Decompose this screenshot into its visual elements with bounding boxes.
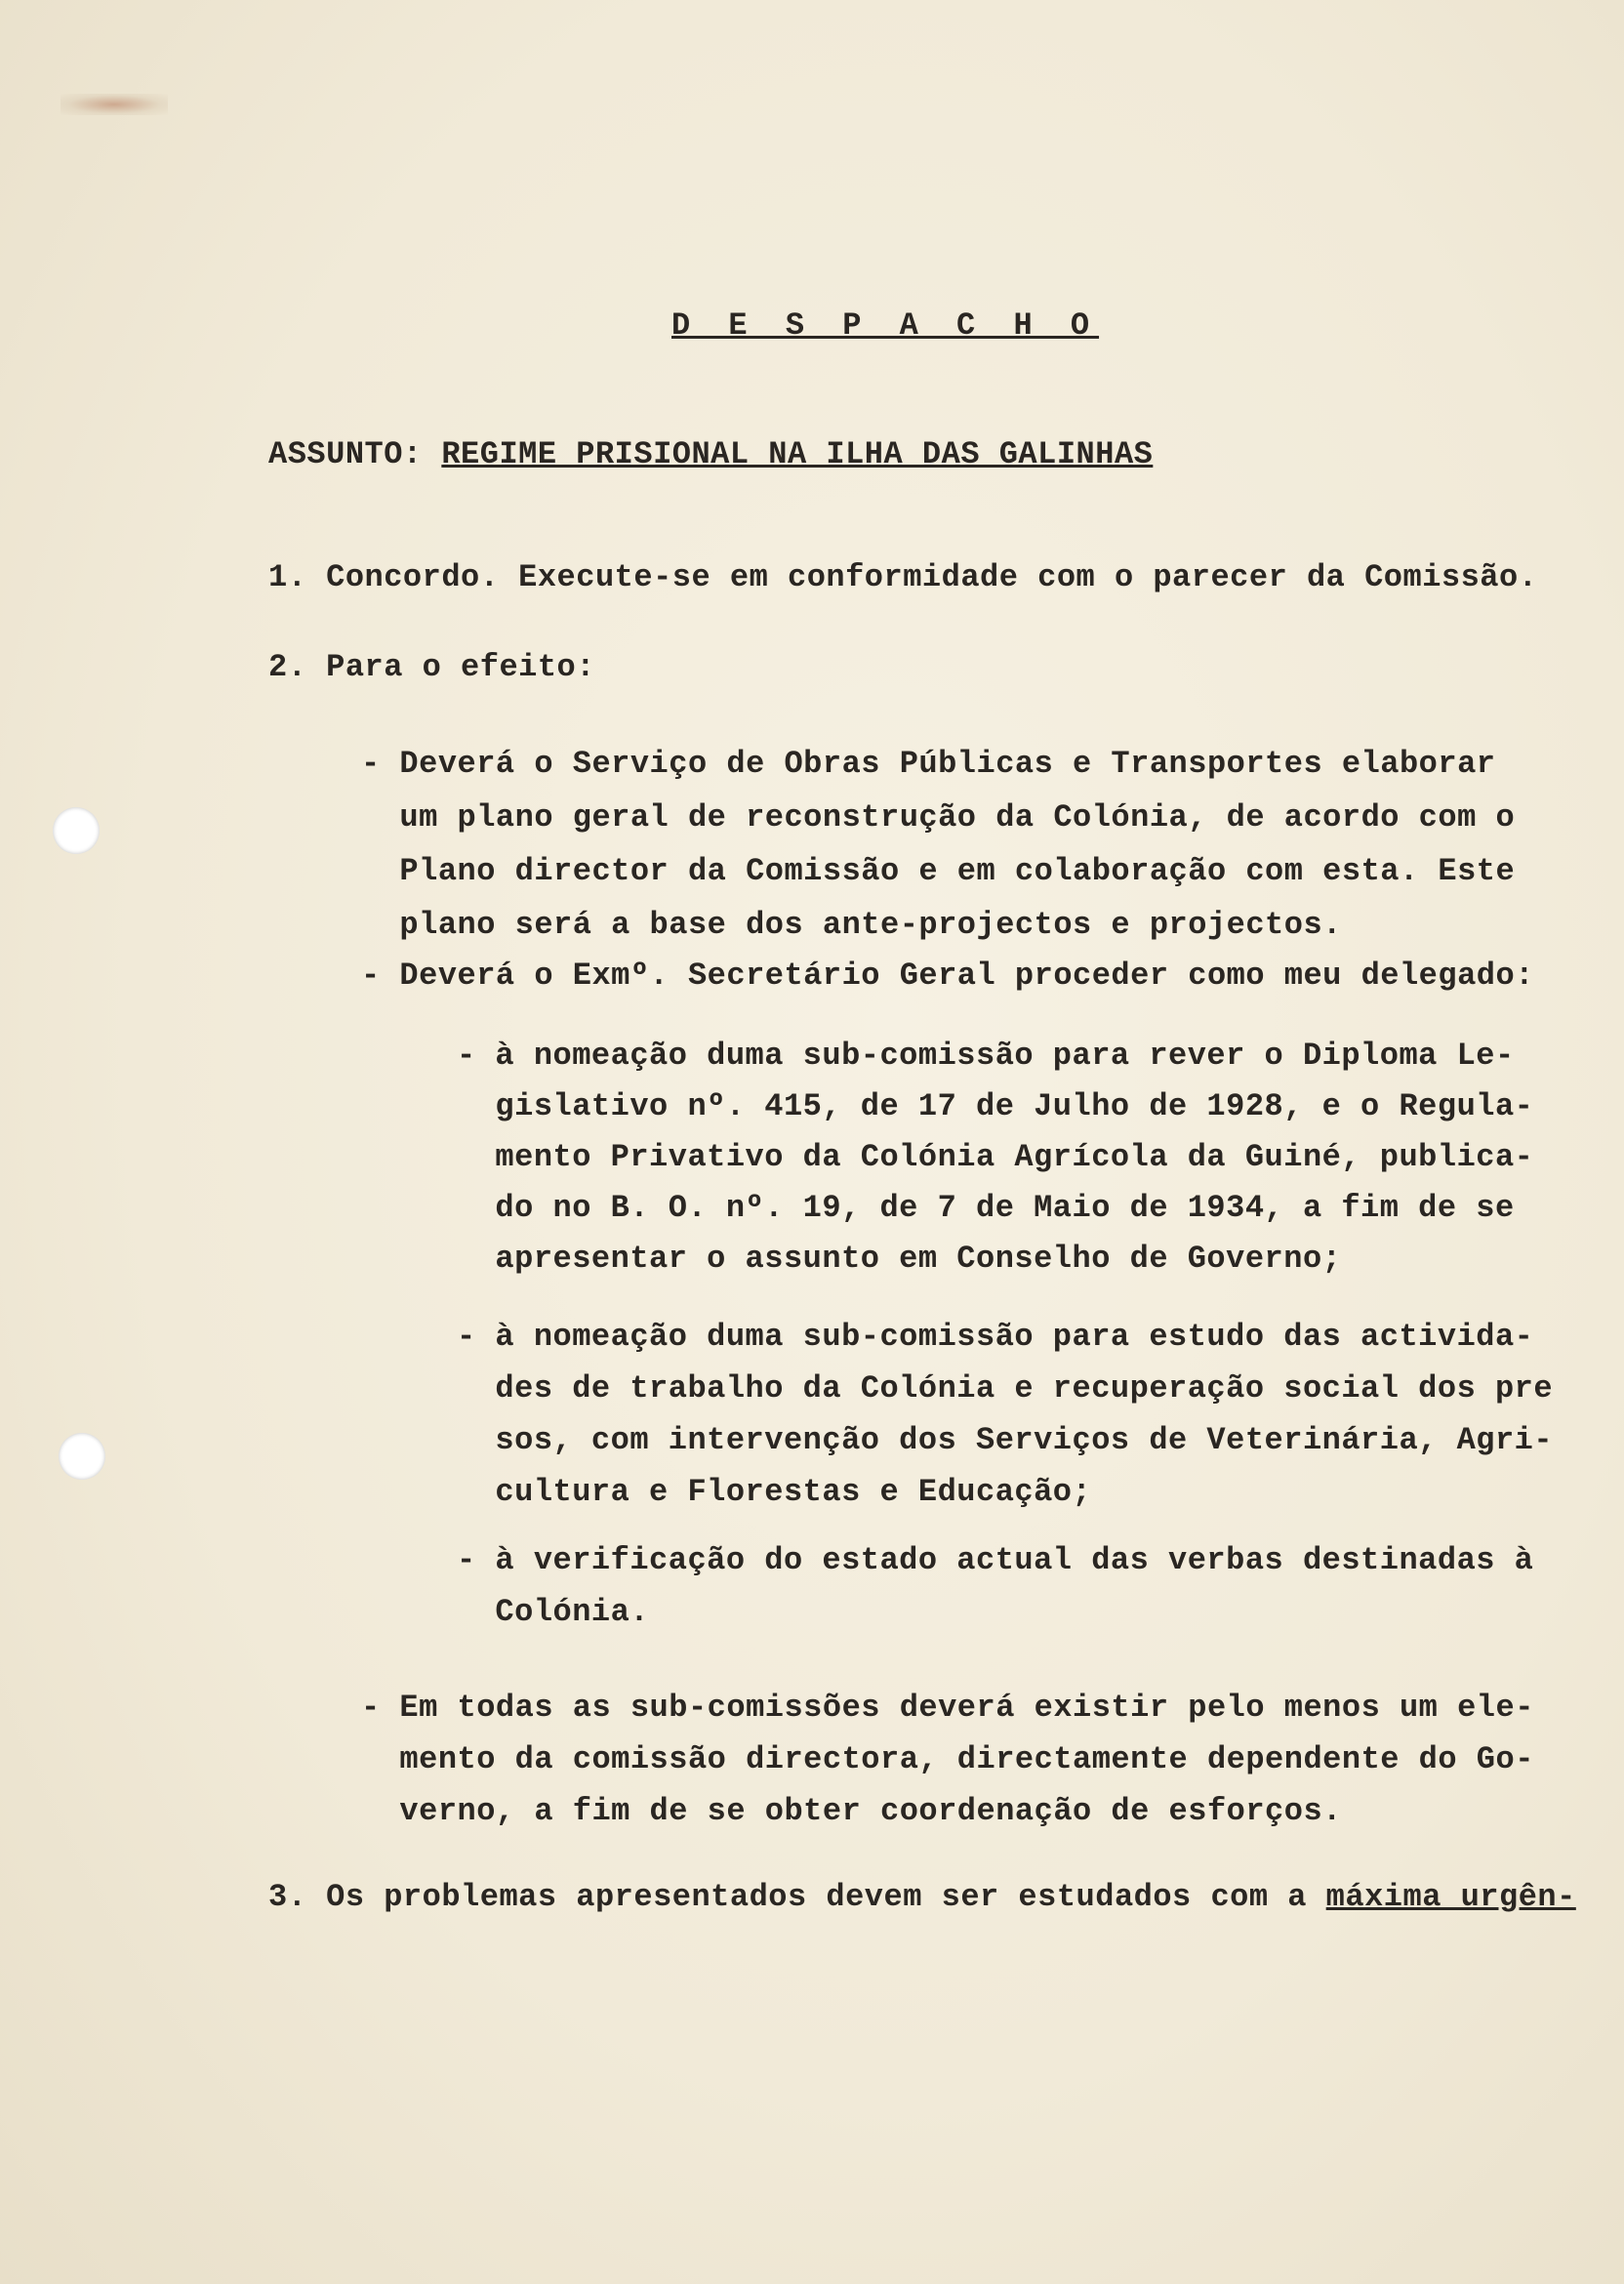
text-line: mento Privativo da Colónia Agrícola da Guiné, publica- bbox=[457, 1139, 1534, 1175]
punch-hole bbox=[59, 1433, 105, 1480]
subject-line bbox=[268, 436, 1153, 472]
paragraph-2: 2. Para o efeito: bbox=[268, 649, 595, 685]
punch-hole bbox=[53, 807, 100, 854]
text-line: cultura e Florestas e Educação; bbox=[457, 1474, 1092, 1510]
bullet-secretario-geral: - Deverá o Exmº. Secretário Geral proceder como meu delegado: bbox=[361, 958, 1534, 994]
text-line: - à verificação do estado actual das verbas destinadas à bbox=[457, 1542, 1534, 1578]
subitem-verbas bbox=[457, 1534, 1533, 1638]
paragraph-3-text: 3. Os problemas apresentados devem ser estudados com a bbox=[268, 1879, 1326, 1915]
text-line: - Deverá o Serviço de Obras Públicas e Transportes elaborar bbox=[361, 746, 1496, 782]
text-line: des de trabalho da Colónia e recuperação social dos pre bbox=[457, 1370, 1554, 1407]
bullet-obras-publicas bbox=[361, 737, 1515, 952]
bullet-sub-comissoes bbox=[361, 1682, 1534, 1837]
document-title: D E S P A C H O bbox=[671, 307, 1100, 344]
text-line: - à nomeação duma sub-comissão para estudo das activida- bbox=[457, 1319, 1534, 1355]
subject-label: ASSUNTO: bbox=[268, 436, 423, 472]
paragraph-3-underlined: máxima urgên- bbox=[1325, 1879, 1576, 1915]
text-line: gislativo nº. 415, de 17 de Julho de 1928, e o Regula- bbox=[457, 1088, 1534, 1124]
paper-stain bbox=[61, 94, 168, 115]
subject-text: REGIME PRISIONAL NA ILHA DAS GALINHAS bbox=[441, 436, 1154, 472]
text-line: Colónia. bbox=[457, 1594, 650, 1630]
text-line: do no B. O. nº. 19, de 7 de Maio de 1934, a fim de se bbox=[457, 1190, 1515, 1226]
text-line: - Em todas as sub-comissões deverá existir pelo menos um ele- bbox=[361, 1690, 1534, 1726]
text-line: sos, com intervenção dos Serviços de Veterinária, Agri- bbox=[457, 1422, 1554, 1458]
subitem-diploma bbox=[457, 1031, 1533, 1285]
text-line: - à nomeação duma sub-comissão para rever o Diploma Le- bbox=[457, 1038, 1515, 1074]
text-line: apresentar o assunto em Conselho de Governo; bbox=[457, 1241, 1342, 1277]
text-line: Plano director da Comissão e em colaboração com esta. Este bbox=[361, 853, 1516, 889]
text-line: mento da comissão directora, directamente dependente do Go- bbox=[361, 1741, 1534, 1777]
text-line: um plano geral de reconstrução da Colónia, de acordo com o bbox=[361, 799, 1516, 836]
paragraph-3 bbox=[268, 1879, 1576, 1915]
text-line: verno, a fim de se obter coordenação de esforços. bbox=[361, 1793, 1342, 1829]
text-line: plano será a base dos ante-projectos e projectos. bbox=[361, 907, 1342, 943]
subitem-trabalho bbox=[457, 1311, 1553, 1518]
paragraph-1: 1. Concordo. Execute-se em conformidade com o parecer da Comissão. bbox=[268, 559, 1538, 595]
